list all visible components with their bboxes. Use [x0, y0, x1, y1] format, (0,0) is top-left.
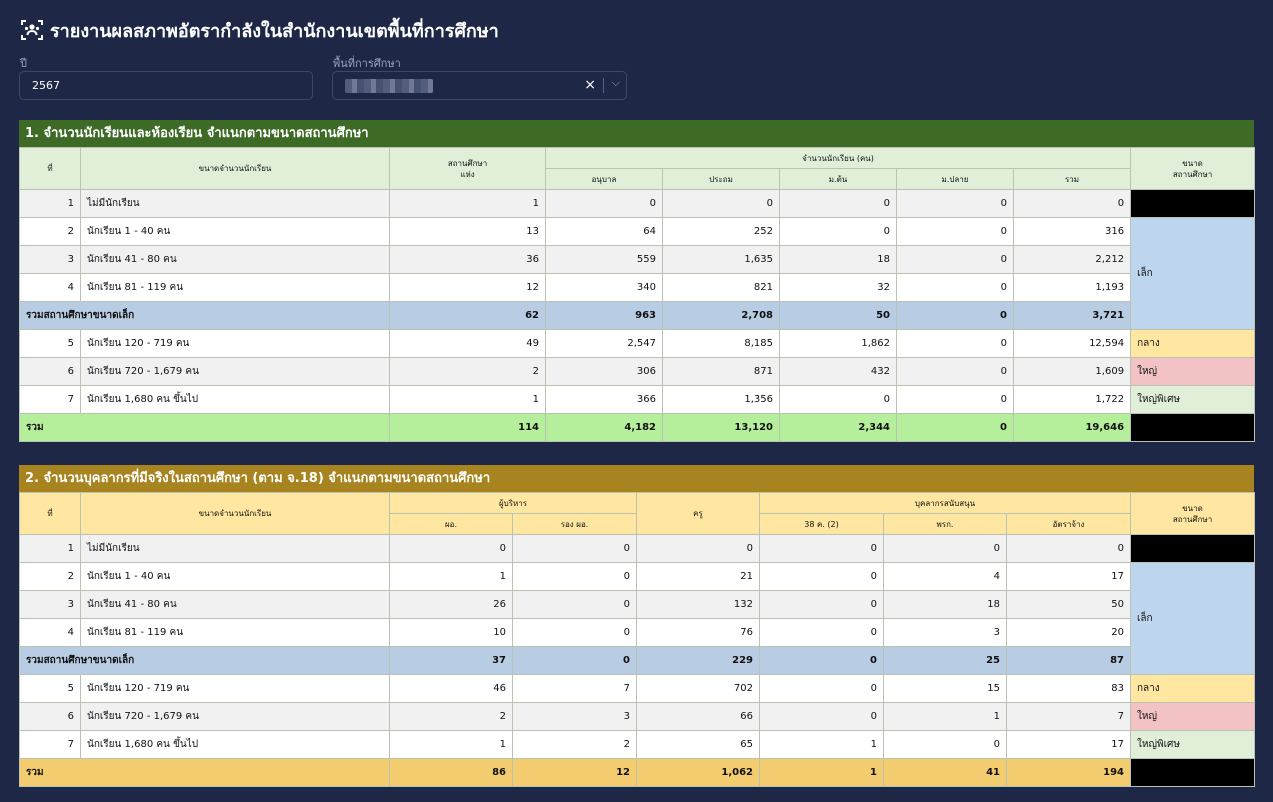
cell-lower: 0: [780, 190, 897, 218]
header-lower-sec: ม.ต้น: [780, 169, 897, 190]
cell-no: 5: [20, 330, 81, 358]
cell-schools: 36: [390, 246, 546, 274]
cell-range: นักเรียน 720 - 1,679 คน: [81, 358, 390, 386]
cell-size: [1131, 414, 1255, 442]
cell-director: 2: [390, 703, 513, 731]
cell-temp: 7: [1007, 703, 1131, 731]
cell-size: ใหญ่พิเศษ: [1131, 731, 1255, 759]
cell-primary: 252: [663, 218, 780, 246]
cell-teacher: 66: [637, 703, 760, 731]
cell-deputy: 0: [513, 535, 637, 563]
cell-deputy: 0: [513, 619, 637, 647]
cell-kinder: 366: [546, 386, 663, 414]
table-row: [20, 274, 1255, 302]
cell-c38: 0: [760, 535, 884, 563]
header-size: ขนาด สถานศึกษา: [1131, 493, 1255, 535]
cell-director: 37: [390, 647, 513, 675]
header-support-group: บุคลากรสนับสนุน: [760, 493, 1131, 514]
table-row: [20, 246, 1255, 274]
cell-range: นักเรียน 1,680 คน ขึ้นไป: [81, 731, 390, 759]
table-row: [20, 218, 1255, 246]
cell-permanent: 4: [884, 563, 1007, 591]
cell-no: 4: [20, 274, 81, 302]
area-value-redacted: [345, 79, 433, 93]
cell-size: ใหญ่: [1131, 358, 1255, 386]
cell-teacher: 132: [637, 591, 760, 619]
cell-temp: 83: [1007, 675, 1131, 703]
page-title: รายงานผลสภาพอัตรากำลังในสำนักงานเขตพื้นที่การศึกษา: [50, 20, 499, 42]
cell-permanent: 3: [884, 619, 1007, 647]
cell-total: 3,721: [1014, 302, 1131, 330]
cell-size: กลาง: [1131, 330, 1255, 358]
cell-upper: 0: [897, 330, 1014, 358]
section-personnel: [19, 465, 1254, 787]
cell-permanent: 25: [884, 647, 1007, 675]
header-size: ขนาด สถานศึกษา: [1131, 148, 1255, 190]
cell-temp: 194: [1007, 759, 1131, 787]
cell-no: 1: [20, 190, 81, 218]
area-label: พื้นที่การศึกษา: [333, 57, 401, 70]
cell-c38: 0: [760, 703, 884, 731]
cell-permanent: 1: [884, 703, 1007, 731]
cell-schools: 1: [390, 190, 546, 218]
cell-deputy: 7: [513, 675, 637, 703]
cell-primary: 1,356: [663, 386, 780, 414]
cell-no: 2: [20, 563, 81, 591]
cell-no: 6: [20, 703, 81, 731]
section-students-title: 1. จำนวนนักเรียนและห้องเรียน จำแนกตามขนาดสถานศึกษา: [19, 120, 1254, 147]
cell-c38: 1: [760, 731, 884, 759]
header-primary: ประถม: [663, 169, 780, 190]
table-row: [20, 563, 1255, 591]
cell-upper: 0: [897, 218, 1014, 246]
cell-kinder: 2,547: [546, 330, 663, 358]
cell-range: ไม่มีนักเรียน: [81, 535, 390, 563]
cell-kinder: 340: [546, 274, 663, 302]
cell-kinder: 0: [546, 190, 663, 218]
header-no: ที่: [20, 493, 81, 535]
cell-total: 12,594: [1014, 330, 1131, 358]
cell-range: นักเรียน 81 - 119 คน: [81, 274, 390, 302]
cell-range: นักเรียน 1,680 คน ขึ้นไป: [81, 386, 390, 414]
table-row: [20, 358, 1255, 386]
cell-schools: 12: [390, 274, 546, 302]
cell-permanent: 41: [884, 759, 1007, 787]
cell-director: 10: [390, 619, 513, 647]
cell-director: 1: [390, 731, 513, 759]
cell-no: 3: [20, 591, 81, 619]
cell-primary: 1,635: [663, 246, 780, 274]
table-row: [20, 703, 1255, 731]
cell-schools: 49: [390, 330, 546, 358]
cell-no: 7: [20, 731, 81, 759]
cell-upper: 0: [897, 246, 1014, 274]
cell-range: ไม่มีนักเรียน: [81, 190, 390, 218]
cell-teacher: 229: [637, 647, 760, 675]
header-no: ที่: [20, 148, 81, 190]
cell-size: [1131, 190, 1255, 218]
cell-size: เล็ก: [1131, 218, 1255, 330]
year-input[interactable]: [19, 71, 313, 100]
cell-no: 7: [20, 386, 81, 414]
cell-range: รวมสถานศึกษาขนาดเล็ก: [20, 647, 390, 675]
cell-range: นักเรียน 720 - 1,679 คน: [81, 703, 390, 731]
cell-temp: 0: [1007, 535, 1131, 563]
cell-director: 26: [390, 591, 513, 619]
cell-range: นักเรียน 41 - 80 คน: [81, 591, 390, 619]
header-temp: อัตราจ้าง: [1007, 514, 1131, 535]
cell-primary: 2,708: [663, 302, 780, 330]
cell-size: ใหญ่พิเศษ: [1131, 386, 1255, 414]
cell-primary: 13,120: [663, 414, 780, 442]
subtotal-row: [20, 647, 1255, 675]
table-row: [20, 330, 1255, 358]
cell-lower: 1,862: [780, 330, 897, 358]
cell-c38: 1: [760, 759, 884, 787]
header-upper-sec: ม.ปลาย: [897, 169, 1014, 190]
cell-primary: 871: [663, 358, 780, 386]
cell-permanent: 15: [884, 675, 1007, 703]
cell-lower: 0: [780, 218, 897, 246]
cell-kinder: 963: [546, 302, 663, 330]
cell-no: 1: [20, 535, 81, 563]
cell-no: 3: [20, 246, 81, 274]
table-row: [20, 675, 1255, 703]
clear-icon[interactable]: ×: [584, 77, 596, 93]
header-deputy: รอง ผอ.: [513, 514, 637, 535]
cell-no: 6: [20, 358, 81, 386]
section-students: [19, 120, 1254, 442]
cell-range: นักเรียน 81 - 119 คน: [81, 619, 390, 647]
select-divider: [603, 78, 604, 93]
cell-total: 1,609: [1014, 358, 1131, 386]
cell-c38: 0: [760, 619, 884, 647]
cell-c38: 0: [760, 563, 884, 591]
header-students-group: จำนวนนักเรียน (คน): [546, 148, 1131, 169]
cell-teacher: 1,062: [637, 759, 760, 787]
year-value: 2567: [32, 79, 60, 92]
cell-range: รวมสถานศึกษาขนาดเล็ก: [20, 302, 390, 330]
cell-temp: 50: [1007, 591, 1131, 619]
cell-schools: 13: [390, 218, 546, 246]
section-personnel-title: 2. จำนวนบุคลากรที่มีจริงในสถานศึกษา (ตาม จ.18) จำแนกตามขนาดสถานศึกษา: [19, 465, 1254, 492]
cell-upper: 0: [897, 302, 1014, 330]
personnel-table: [19, 492, 1255, 787]
users-scan-icon: [20, 18, 44, 42]
header-c38: 38 ค. (2): [760, 514, 884, 535]
cell-kinder: 64: [546, 218, 663, 246]
total-row: [20, 414, 1255, 442]
header-schools: สถานศึกษา แห่ง: [390, 148, 546, 190]
header-permanent: พรก.: [884, 514, 1007, 535]
cell-teacher: 21: [637, 563, 760, 591]
cell-primary: 0: [663, 190, 780, 218]
cell-deputy: 2: [513, 731, 637, 759]
cell-c38: 0: [760, 591, 884, 619]
header-kinder: อนุบาล: [546, 169, 663, 190]
header-total: รวม: [1014, 169, 1131, 190]
cell-upper: 0: [897, 274, 1014, 302]
cell-deputy: 3: [513, 703, 637, 731]
cell-primary: 821: [663, 274, 780, 302]
area-select[interactable]: [332, 71, 627, 100]
cell-upper: 0: [897, 190, 1014, 218]
cell-upper: 0: [897, 414, 1014, 442]
table-row: [20, 535, 1255, 563]
cell-size: ใหญ่: [1131, 703, 1255, 731]
header-teacher: ครู: [637, 493, 760, 535]
cell-no: 4: [20, 619, 81, 647]
cell-total: 316: [1014, 218, 1131, 246]
cell-lower: 2,344: [780, 414, 897, 442]
cell-no: 5: [20, 675, 81, 703]
cell-range: รวม: [20, 759, 390, 787]
students-table: [19, 147, 1255, 442]
cell-temp: 17: [1007, 563, 1131, 591]
cell-size: เล็ก: [1131, 563, 1255, 675]
cell-lower: 432: [780, 358, 897, 386]
cell-lower: 18: [780, 246, 897, 274]
cell-teacher: 65: [637, 731, 760, 759]
table-row: [20, 386, 1255, 414]
cell-deputy: 0: [513, 647, 637, 675]
cell-director: 0: [390, 535, 513, 563]
page-header: [20, 16, 499, 44]
cell-range: นักเรียน 1 - 40 คน: [81, 563, 390, 591]
cell-range: นักเรียน 41 - 80 คน: [81, 246, 390, 274]
cell-kinder: 4,182: [546, 414, 663, 442]
cell-primary: 8,185: [663, 330, 780, 358]
cell-temp: 87: [1007, 647, 1131, 675]
total-row: [20, 759, 1255, 787]
header-director: ผอ.: [390, 514, 513, 535]
cell-schools: 62: [390, 302, 546, 330]
chevron-down-icon[interactable]: ⌵: [611, 76, 620, 89]
cell-upper: 0: [897, 386, 1014, 414]
cell-permanent: 0: [884, 535, 1007, 563]
cell-lower: 32: [780, 274, 897, 302]
cell-range: นักเรียน 1 - 40 คน: [81, 218, 390, 246]
cell-lower: 0: [780, 386, 897, 414]
cell-director: 86: [390, 759, 513, 787]
table-row: [20, 731, 1255, 759]
cell-temp: 17: [1007, 731, 1131, 759]
cell-lower: 50: [780, 302, 897, 330]
cell-total: 1,193: [1014, 274, 1131, 302]
cell-upper: 0: [897, 358, 1014, 386]
cell-size: [1131, 535, 1255, 563]
header-range: ขนาดจำนวนนักเรียน: [81, 493, 390, 535]
cell-temp: 20: [1007, 619, 1131, 647]
cell-deputy: 0: [513, 563, 637, 591]
cell-deputy: 0: [513, 591, 637, 619]
cell-c38: 0: [760, 647, 884, 675]
cell-kinder: 559: [546, 246, 663, 274]
cell-total: 19,646: [1014, 414, 1131, 442]
header-range: ขนาดจำนวนนักเรียน: [81, 148, 390, 190]
cell-size: กลาง: [1131, 675, 1255, 703]
cell-permanent: 0: [884, 731, 1007, 759]
table-row: [20, 619, 1255, 647]
cell-total: 0: [1014, 190, 1131, 218]
cell-deputy: 12: [513, 759, 637, 787]
cell-total: 2,212: [1014, 246, 1131, 274]
cell-teacher: 0: [637, 535, 760, 563]
cell-director: 1: [390, 563, 513, 591]
cell-range: นักเรียน 120 - 719 คน: [81, 675, 390, 703]
table-row: [20, 190, 1255, 218]
cell-teacher: 702: [637, 675, 760, 703]
cell-permanent: 18: [884, 591, 1007, 619]
cell-schools: 1: [390, 386, 546, 414]
table-row: [20, 591, 1255, 619]
cell-c38: 0: [760, 675, 884, 703]
subtotal-row: [20, 302, 1255, 330]
header-admin-group: ผู้บริหาร: [390, 493, 637, 514]
cell-total: 1,722: [1014, 386, 1131, 414]
cell-teacher: 76: [637, 619, 760, 647]
cell-kinder: 306: [546, 358, 663, 386]
cell-range: นักเรียน 120 - 719 คน: [81, 330, 390, 358]
year-label: ปี: [20, 57, 27, 70]
cell-range: รวม: [20, 414, 390, 442]
cell-schools: 2: [390, 358, 546, 386]
cell-schools: 114: [390, 414, 546, 442]
cell-size: [1131, 759, 1255, 787]
cell-no: 2: [20, 218, 81, 246]
cell-director: 46: [390, 675, 513, 703]
